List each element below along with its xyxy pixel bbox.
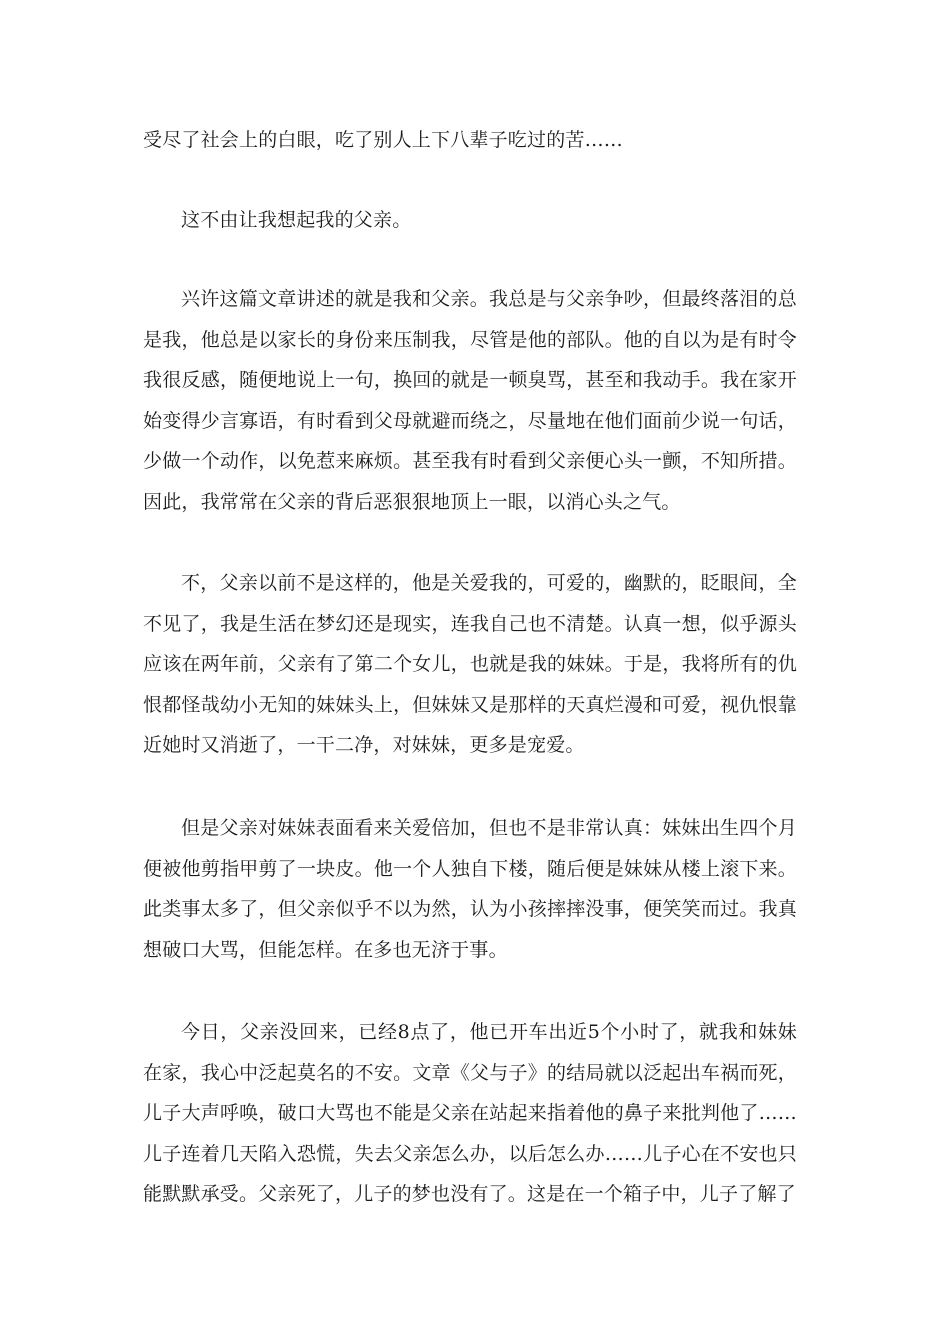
paragraph-continuation: 受尽了社会上的白眼，吃了别人上下八辈子吃过的苦……	[143, 129, 624, 151]
paragraph: 兴许这篇文章讲述的就是我和父亲。我总是与父亲争吵，但最终落泪的总是我，他总是以家长的身份来压制我，尽管是他的部队。他的自以为是有时令我很反感，随便地说上一句，换回的就是一顿臭骂，甚至和我动手。我在家开始变得少言寡语，有时看到父母就避而绕之，尽量地在他们面前少说一句话，少做一个动作，以免惹来麻烦。甚至我有时看到父亲便心头一颤，不知所措。因此，我常常在父亲的背后恶狠狠地顶上一眼，以消心头之气。	[143, 288, 797, 513]
paragraph: 但是父亲对妹妹表面看来关爱倍加，但也不是非常认真：妹妹出生四个月便被他剪指甲剪了一块皮。他一个人独自下楼，随后便是妹妹从楼上滚下来。此类事太多了，但父亲似乎不以为然，认为小孩摔摔没事，便笑笑而过。我真想破口大骂，但能怎样。在多也无济于事。	[143, 817, 797, 961]
paragraph: 今日，父亲没回来，已经8点了，他已开车出近5个小时了，就我和妹妹在家，我心中泛起莫名的不安。文章《父与子》的结局就以泛起出车祸而死，儿子大声呼唤，破口大骂也不能是父亲在站起来指着他的鼻子来批判他了……儿子连着几天陷入恐慌，失去父亲怎么办，以后怎么办……儿子心在不安也只能默默承受。父亲死了，儿子的梦也没有了。这是在一个箱子中，儿子了解了	[143, 1021, 797, 1205]
paragraph: 这不由让我想起我的父亲。	[181, 209, 412, 231]
paragraph: 不，父亲以前不是这样的，他是关爱我的，可爱的，幽默的，眨眼间，全不见了，我是生活在梦幻还是现实，连我自己也不清楚。认真一想，似乎源头应该在两年前，父亲有了第二个女儿，也就是我的妹妹。于是，我将所有的仇恨都怪哉幼小无知的妹妹头上，但妹妹又是那样的天真烂漫和可爱，视仇恨靠近她时又消逝了，一干二净，对妹妹，更多是宠爱。	[143, 572, 797, 756]
